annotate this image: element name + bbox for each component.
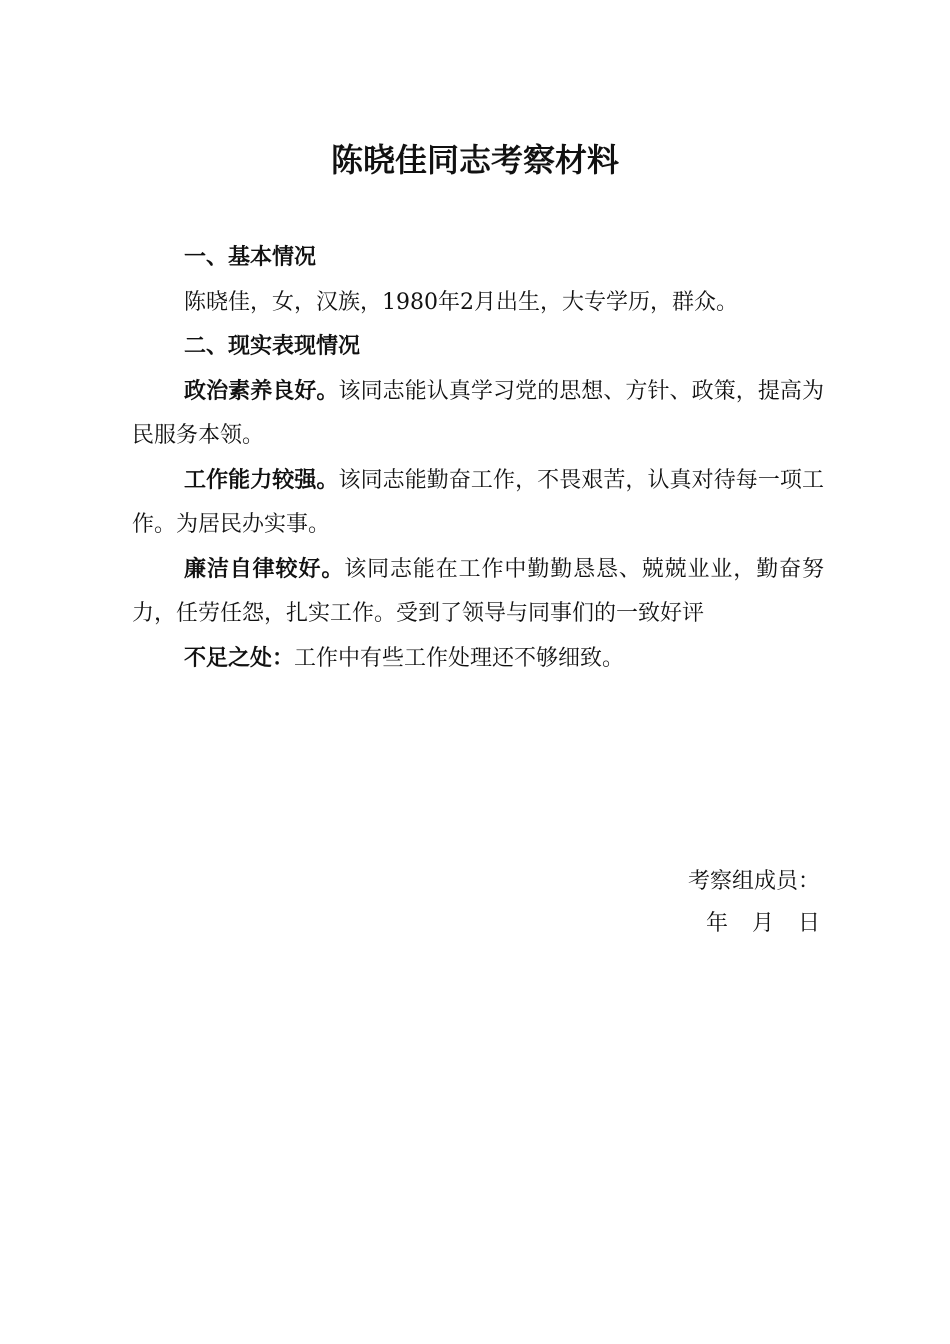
document-title: 陈晓佳同志考察材料 [330, 141, 619, 179]
date-year-label: 年 [705, 911, 728, 936]
shortcoming-paragraph [132, 637, 824, 682]
ability-lead: 工作能力较强。 [184, 467, 339, 493]
document-body [132, 236, 824, 681]
political-lead: 政治素养良好。 [184, 378, 339, 404]
signature-members: 考察组成员： [687, 869, 820, 894]
ability-text: 该同志能勤奋工作，不畏艰苦，认真对待每一项工作。为居民办实事。 [132, 467, 824, 537]
political-paragraph [132, 370, 824, 459]
political-text: 该同志能认真学习党的思想、方针、政策，提高为民服务本领。 [132, 378, 824, 448]
shortcoming-text: 工作中有些工作处理还不够细致。 [294, 645, 625, 671]
basic-info-paragraph: 陈晓佳，女，汉族，1980年2月出生，大专学历，群众。 [184, 289, 738, 315]
section-heading-basic: 一、基本情况 [184, 245, 317, 270]
date-day-label: 日 [797, 911, 820, 936]
ability-paragraph [132, 459, 824, 548]
shortcoming-lead: 不足之处： [184, 645, 295, 671]
signature-date [560, 904, 820, 944]
section-heading-performance: 二、现实表现情况 [184, 334, 361, 359]
date-month-label: 月 [751, 911, 774, 936]
integrity-text: 该同志能在工作中勤勤恳恳、兢兢业业，勤奋努力，任劳任怨，扎实工作。受到了领导与同事们的一致好评 [132, 556, 824, 626]
integrity-lead: 廉洁自律较好。 [184, 556, 345, 582]
integrity-paragraph [132, 548, 824, 637]
